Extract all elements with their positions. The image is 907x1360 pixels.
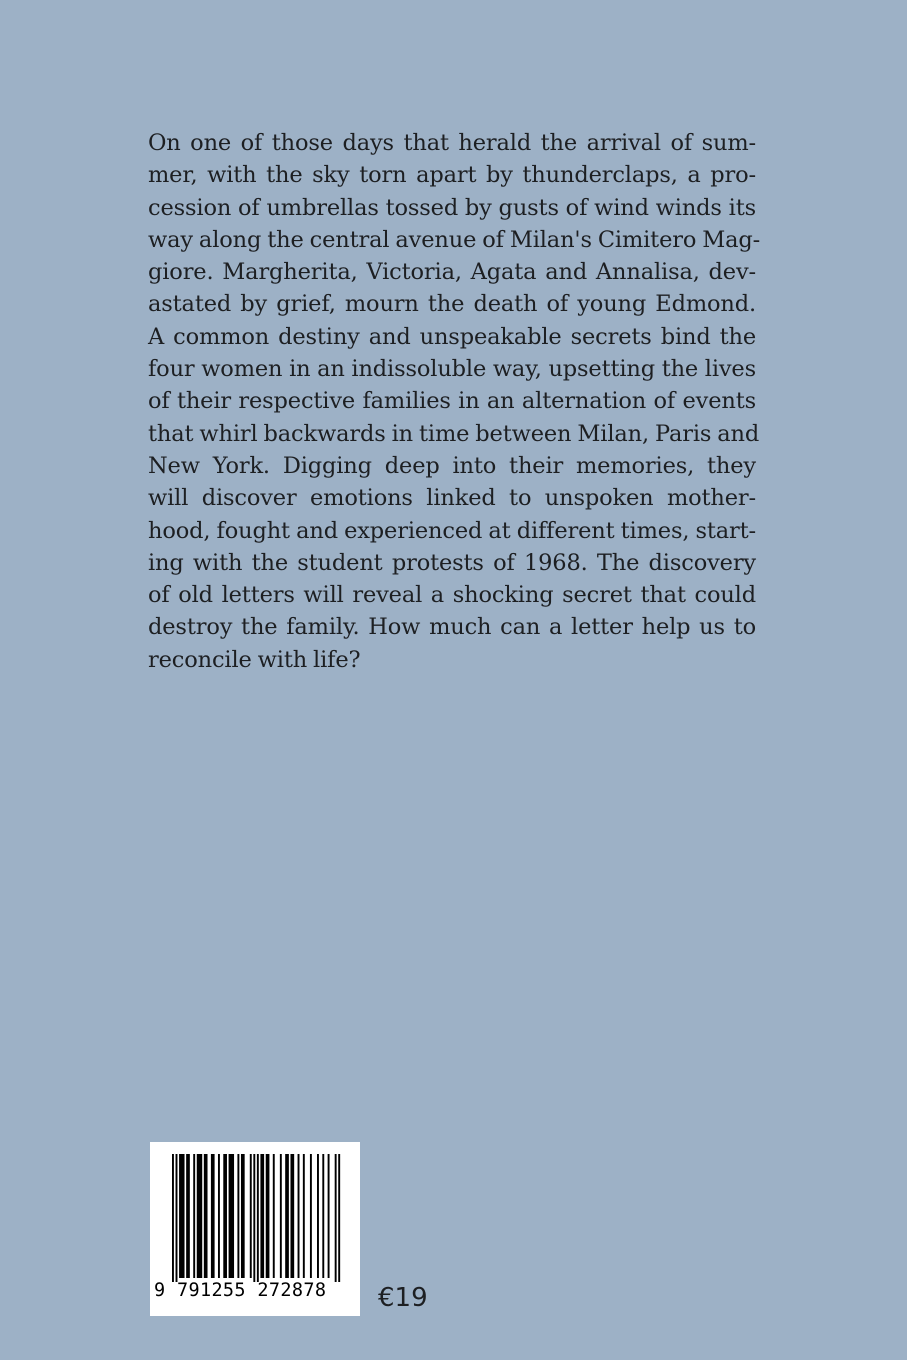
barcode-bar — [290, 1154, 294, 1278]
barcode-bar — [260, 1154, 264, 1278]
barcode-bar — [303, 1154, 305, 1278]
barcode-bar — [253, 1154, 255, 1282]
barcode-bar — [223, 1154, 227, 1278]
barcode-bar — [298, 1154, 300, 1278]
barcode-bar — [204, 1154, 208, 1278]
barcode-bar — [193, 1154, 195, 1278]
barcode-bar — [237, 1154, 239, 1278]
barcode-bar — [273, 1154, 275, 1278]
barcode-bars — [150, 1142, 360, 1282]
back-cover-blurb — [148, 127, 761, 676]
barcode-bar — [197, 1154, 202, 1278]
barcode-bar — [285, 1154, 289, 1278]
blurb-line: astated by grief, mourn the death of young Edmond. — [148, 291, 756, 318]
barcode-bar — [211, 1154, 215, 1278]
barcode-bar — [257, 1154, 259, 1282]
barcode-bar — [250, 1154, 252, 1278]
blurb-line: A common destiny and unspeakable secrets bind the — [148, 323, 756, 350]
barcode-bar — [186, 1154, 190, 1278]
barcode-bar — [322, 1154, 324, 1278]
blurb-line: four women in an indissoluble way, upsetting the lives — [148, 356, 756, 383]
blurb-line: hood, fought and experienced at different times, start- — [148, 517, 756, 544]
blurb-line: On one of those days that herald the arrival of sum- — [148, 130, 756, 156]
barcode-bar — [328, 1154, 330, 1278]
barcode-bar — [179, 1154, 184, 1278]
barcode-bar — [317, 1154, 319, 1278]
barcode-digits: 9 791255 272878 — [154, 1280, 327, 1301]
barcode-bar — [280, 1154, 282, 1278]
blurb-line: destroy the family. How much can a letter help us to — [148, 614, 756, 641]
blurb-line: of their respective families in an alternation of events — [148, 388, 756, 415]
blurb-line: mer, with the sky torn apart by thunderclaps, a pro- — [148, 162, 756, 189]
blurb-line: will discover emotions linked to unspoken mother- — [148, 485, 756, 512]
barcode-bar — [241, 1154, 245, 1278]
blurb-line: reconcile with life? — [148, 646, 361, 673]
blurb-line: way along the central avenue of Milan's Cimitero Mag- — [148, 226, 761, 253]
blurb-line: cession of umbrellas tossed by gusts of wind winds its — [148, 194, 756, 221]
barcode-bar — [229, 1154, 234, 1278]
blurb-line: that whirl backwards in time between Milan, Paris and — [148, 420, 760, 447]
barcode-bar — [335, 1154, 337, 1282]
barcode-bar — [310, 1154, 312, 1278]
barcode-bar — [172, 1154, 174, 1282]
price-label: €19 — [378, 1283, 428, 1313]
blurb-line: ing with the student protests of 1968. The discovery — [148, 549, 756, 576]
barcode-bar — [218, 1154, 220, 1278]
blurb-line: New York. Digging deep into their memories, they — [148, 452, 756, 479]
barcode-bar — [266, 1154, 270, 1278]
barcode-bar — [176, 1154, 178, 1282]
barcode-bar — [338, 1154, 340, 1282]
isbn-barcode — [150, 1142, 360, 1316]
blurb-line: of old letters will reveal a shocking secret that could — [148, 582, 756, 609]
blurb-line: giore. Margherita, Victoria, Agata and Annalisa, dev- — [148, 259, 756, 286]
